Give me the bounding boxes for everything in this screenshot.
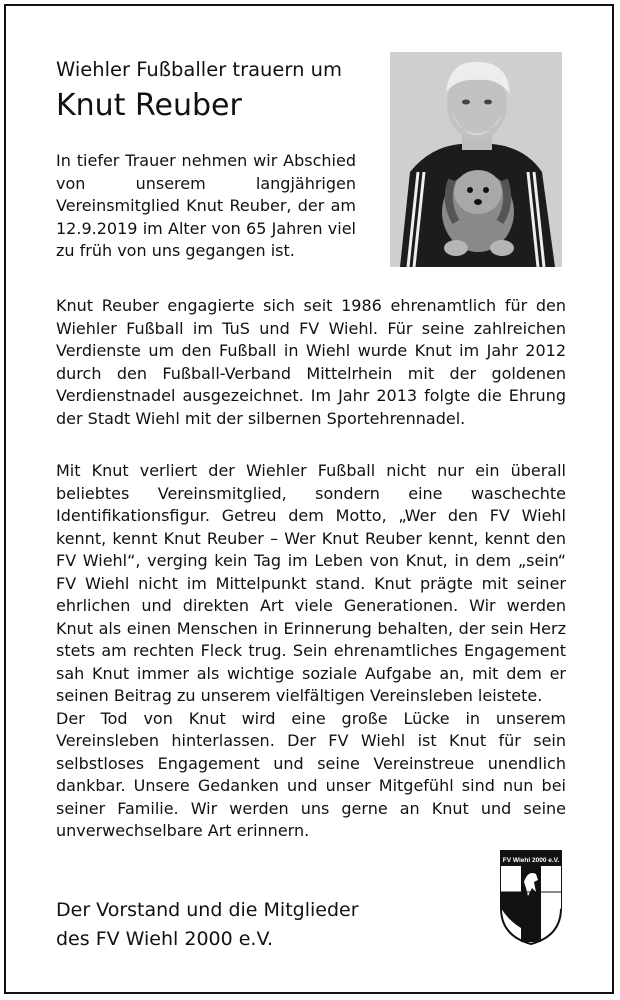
- paragraph-tribute-part2: Der Tod von Knut wird eine große Lücke in unserem Vereinsleben hinterlassen. Der FV Wiehl ist Knut für sein selbstloses Engagement und seine Vereinstreue unendlich dankbar. Unsere Gedanken und unser Mitgefühl sind nun bei seiner Familie. Wir werden uns gerne an Knut und seine unverwechselbare Art erinnern.: [56, 708, 566, 840]
- intro-paragraph: In tiefer Trauer nehmen wir Abschied von unserem langjährigen Vereinsmitglied Knut Reuber, der am 12.9.2019 im Alter von 65 Jahren viel zu früh von uns gegangen ist.: [56, 151, 356, 260]
- portrait-illustration: [390, 52, 562, 267]
- paragraph-tribute: [56, 460, 566, 843]
- signature: [56, 896, 359, 954]
- signature-line-1: Der Vorstand und die Mitglieder: [56, 899, 359, 921]
- paragraph-career: Knut Reuber engagierte sich seit 1986 ehrenamtlich für den Wiehler Fußball im TuS und FV Wiehl. Für seine zahlreichen Verdienste um den Fußball in Wiehl wurde Knut im Jahr 2012 durch den Fußball-Verband Mittelrhein mit der goldenen Verdienstnadel ausgezeichnet. Im Jahr 2013 folgte die Ehrung der Stadt Wiehl mit der silbernen Sportehrennadel.: [56, 296, 566, 428]
- paragraph-tribute-part1: Mit Knut verliert der Wiehler Fußball nicht nur ein überall beliebtes Vereinsmitglied, sondern eine waschechte Identifikationsfigur. Getreu dem Motto, „Wer den FV Wiehl kennt, kennt Knut Reuber – Wer Knut Reuber kennt, kennt den FV Wiehl“, verging kein Tag im Leben von Knut, in dem „sein“ FV Wiehl nicht im Mittelpunkt stand. Knut prägte mit seiner ehrlichen und direkten Art viele Generationen. Wir werden Knut als einen Menschen in Erinnerung behalten, der sein Herz stets am rechten Fleck trug. Sein ehrenamtliches Engagement sah Knut immer als wichtige soziale Aufgabe an, mit dem er seinen Beitrag zu unserem vielfältigen Vereinsleben leistete.: [56, 461, 566, 705]
- crest-text: FV Wiehl 2000 e.V.: [502, 857, 560, 864]
- club-crest-icon: [498, 848, 564, 946]
- portrait-photo: [390, 52, 562, 267]
- deceased-name: Knut Reuber: [56, 88, 242, 123]
- signature-line-2: des FV Wiehl 2000 e.V.: [56, 928, 274, 950]
- notice-subtitle: Wiehler Fußballer trauern um: [56, 58, 342, 81]
- club-crest-logo: [498, 848, 564, 946]
